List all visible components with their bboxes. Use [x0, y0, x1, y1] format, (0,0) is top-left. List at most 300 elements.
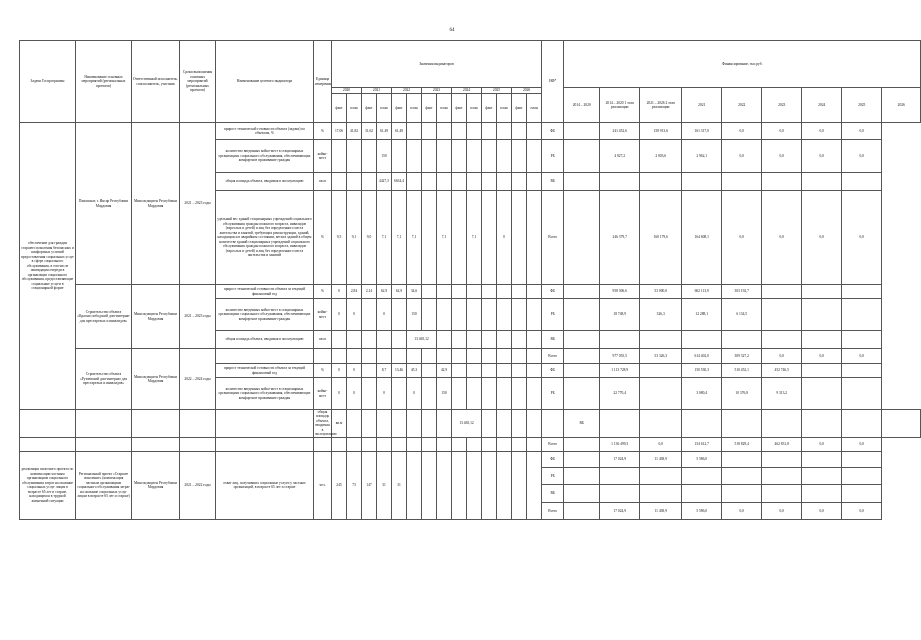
indicator-value — [482, 123, 497, 140]
empty-cell — [216, 410, 314, 438]
indicator-value — [527, 410, 542, 438]
sub-header: факт — [512, 94, 527, 123]
funding-value: 0,0 — [762, 502, 802, 519]
indicator-value — [332, 173, 347, 191]
funding-value: 0,0 — [802, 502, 842, 519]
funding-value: 164 608,1 — [682, 191, 722, 285]
funding-value — [564, 299, 600, 331]
indicator-value — [482, 410, 497, 438]
indicator-value — [467, 285, 482, 299]
funding-value — [802, 285, 842, 299]
indicator-value — [422, 364, 437, 378]
indicator-value — [422, 140, 437, 173]
indicator-name: количество введенных койко-мест в стационарных организациях социального обслуживания, обеспечивающих комфортное проживание граждан — [216, 378, 314, 410]
indicator-value: 9,5 — [332, 191, 347, 285]
indicator-value — [437, 410, 452, 438]
indicator-value — [452, 378, 467, 410]
term-cell: 2021 – 2023 годы — [180, 285, 216, 349]
funding-value: 12 288,1 — [682, 299, 722, 331]
funding-value — [640, 378, 682, 410]
indicator-value — [497, 285, 512, 299]
funding-value: 0,0 — [842, 191, 882, 285]
funding-value: 22 770,4 — [600, 378, 640, 410]
header-source: ИФ* — [542, 41, 564, 123]
indicator-value — [482, 299, 497, 331]
program-table — [19, 40, 921, 520]
indicator-value — [362, 410, 377, 438]
funding-value — [600, 173, 640, 191]
funding-year-header: 2026 — [882, 88, 921, 123]
indicator-unit: чел. — [314, 451, 332, 519]
funding-source: ФБ — [542, 123, 564, 140]
indicator-value — [527, 140, 542, 173]
indicator-value — [512, 123, 527, 140]
indicator-value — [482, 364, 497, 378]
funding-value — [802, 364, 842, 378]
funding-value — [564, 191, 600, 285]
indicator-name: общая площадь объекта, вводимая в эксплуатацию — [315, 410, 337, 437]
indicator-value — [467, 331, 482, 349]
event-cell: Пансионат, г. Инсар Республики Мордовия — [76, 123, 132, 285]
funding-value: 154 612,7 — [682, 437, 722, 451]
indicator-value: 0 — [377, 378, 392, 410]
funding-value: 0,0 — [640, 437, 682, 451]
funding-value: 452 746,5 — [762, 364, 802, 378]
funding-value: 0,0 — [762, 191, 802, 285]
indicator-value — [497, 451, 512, 519]
indicator-value — [437, 173, 452, 191]
table-row — [20, 123, 921, 140]
funding-value — [722, 410, 762, 438]
funding-source: ВБ — [564, 410, 600, 438]
funding-value — [802, 467, 842, 484]
indicator-value: 0 — [407, 378, 422, 410]
indicator-value — [497, 364, 512, 378]
table-row — [20, 437, 921, 451]
funding-value — [722, 484, 762, 502]
empty-cell — [180, 410, 216, 438]
indicator-value: 9,1 — [347, 191, 362, 285]
sub-header: факт — [332, 94, 347, 123]
indicator-value — [467, 451, 482, 519]
funding-value: 246 379,7 — [600, 191, 640, 285]
funding-source: ФБ — [542, 364, 564, 378]
funding-value: 0,0 — [842, 349, 882, 364]
funding-value — [600, 484, 640, 502]
funding-value — [564, 467, 600, 484]
indicator-value: 0 — [332, 299, 347, 331]
year-header: 2021 — [362, 88, 392, 94]
funding-value: 0,0 — [802, 140, 842, 173]
funding-value — [564, 502, 600, 519]
indicator-unit: % — [314, 364, 332, 378]
indicator-value — [467, 173, 482, 191]
indicator-value — [452, 364, 467, 378]
page-number: 64 — [449, 28, 455, 33]
funding-value: 0,0 — [842, 437, 882, 451]
indicator-value — [422, 191, 437, 285]
term-cell: 2022 – 2024 годы — [180, 349, 216, 410]
indicator-name: общая площадь объекта, вводимая в эксплуатацию — [216, 173, 314, 191]
funding-value: 0,0 — [802, 349, 842, 364]
funding-value: 958 306,6 — [600, 285, 640, 299]
indicator-value — [332, 140, 347, 173]
indicator-value: 13,46 — [392, 364, 407, 378]
empty-cell — [132, 410, 180, 438]
indicator-value: 7,1 — [407, 191, 422, 285]
funding-value — [722, 331, 762, 349]
indicator-value — [497, 378, 512, 410]
funding-value — [682, 173, 722, 191]
indicator-value: 0 — [332, 364, 347, 378]
indicator-value — [512, 410, 527, 438]
funding-year-header: 2022 — [722, 88, 762, 123]
funding-value — [842, 285, 882, 299]
indicator-value: 41,82 — [347, 123, 362, 140]
funding-value — [682, 467, 722, 484]
header-indicator-values: Значения индикаторов — [332, 41, 542, 88]
year-header: 2022 — [392, 88, 422, 94]
indicator-unit: койко-мест — [314, 299, 332, 331]
funding-value: 1 136 499,3 — [600, 437, 640, 451]
indicator-value: 17,06 — [332, 123, 347, 140]
indicator-value — [407, 173, 422, 191]
funding-value — [600, 331, 640, 349]
indicator-value — [482, 140, 497, 173]
funding-value — [842, 299, 882, 331]
funding-value: 2 962,1 — [682, 140, 722, 173]
indicator-value — [512, 299, 527, 331]
indicator-value — [422, 378, 437, 410]
indicator-value — [482, 378, 497, 410]
indicator-value: 4427,3 — [377, 173, 392, 191]
indicator-value — [452, 331, 467, 349]
funding-value — [564, 285, 600, 299]
indicator-value — [467, 123, 482, 140]
header-task: Задачи Госпрограммы — [20, 41, 76, 123]
funding-value: 4 927,2 — [600, 140, 640, 173]
funding-value: 977 055,5 — [600, 349, 640, 364]
funding-value: 510 452,1 — [722, 364, 762, 378]
indicator-value: 150 — [437, 378, 452, 410]
executor-cell: Минсоцзащиты Республики Мордовия — [132, 123, 180, 285]
funding-source: ВБ — [542, 484, 564, 502]
funding-value — [640, 331, 682, 349]
indicator-value — [422, 123, 437, 140]
funding-source: ВБ — [542, 331, 564, 349]
funding-value — [802, 299, 842, 331]
indicator-value — [497, 140, 512, 173]
funding-value — [842, 331, 882, 349]
indicator-value — [512, 191, 527, 285]
indicator-value: 31,62 — [362, 123, 377, 140]
indicator-value — [362, 140, 377, 173]
empty-cell — [20, 410, 76, 438]
sub-header: факт — [422, 94, 437, 123]
indicator-value — [512, 378, 527, 410]
indicator-name: прирост технической готовности объекта (задачи) по объектам, % — [216, 123, 314, 140]
task-cell: обеспечение для граждан старшего поколения безопасных и комфортных условий предоставления социальных услуг в сфере социального обслуживания, в том числе ликвидация очереди в организации социального обслуживания, предоставляющие социальные услуги в стационарной форме — [20, 123, 76, 410]
executor-cell: Минсоцзащиты Республики Мордовия — [132, 349, 180, 410]
funding-source: Всего — [542, 502, 564, 519]
funding-value: 0,0 — [842, 502, 882, 519]
indicator-value — [482, 285, 497, 299]
funding-value: 0,0 — [802, 191, 842, 285]
indicator-value — [527, 451, 542, 519]
indicator-value: 61,49 — [377, 123, 392, 140]
indicator-unit: кв.м — [314, 331, 332, 349]
indicator-value — [452, 451, 467, 519]
funding-value: 0,0 — [722, 140, 762, 173]
funding-source: ВБ — [542, 173, 564, 191]
indicator-value — [392, 140, 407, 173]
indicator-value: 31 — [392, 451, 407, 519]
sub-header: факт — [392, 94, 407, 123]
indicator-value: 62,9 — [392, 285, 407, 299]
funding-value: 5 586,0 — [682, 502, 722, 519]
sub-header: план — [497, 94, 512, 123]
indicator-value — [467, 140, 482, 173]
funding-value — [682, 410, 722, 438]
funding-value: 161 317,0 — [682, 123, 722, 140]
funding-value — [762, 285, 802, 299]
indicator-unit: койко-мест — [314, 378, 332, 410]
indicator-value — [497, 331, 512, 349]
indicator-value — [347, 173, 362, 191]
indicator-value: 31 — [377, 451, 392, 519]
indicator-value — [527, 123, 542, 140]
indicator-name: количество введенных койко-мест в стационарных организациях социального обслуживания, обеспечивающих комфортное проживание граждан — [216, 140, 314, 173]
sub-header: план — [407, 94, 422, 123]
indicator-value: 73 — [347, 451, 362, 519]
funding-source: РБ — [542, 467, 564, 484]
indicator-value: 7,1 — [377, 191, 392, 285]
funding-value: 303 192,7 — [722, 285, 762, 299]
indicator-value: 0 — [347, 364, 362, 378]
funding-value — [842, 451, 882, 467]
indicator-value — [407, 140, 422, 173]
funding-value: 53 326,3 — [640, 349, 682, 364]
indicator-value — [392, 410, 407, 438]
indicator-value — [467, 299, 482, 331]
indicator-value — [422, 451, 437, 519]
funding-value — [802, 484, 842, 502]
indicator-value — [452, 299, 467, 331]
indicator-value — [392, 331, 407, 349]
indicator-value — [527, 331, 542, 349]
funding-value — [802, 378, 842, 410]
indicator-unit: кв.м — [332, 410, 347, 438]
indicator-value — [452, 140, 467, 173]
funding-value: 0,0 — [802, 123, 842, 140]
indicator-value — [377, 410, 392, 438]
header-unit: Единица измерения — [314, 41, 332, 123]
indicator-value — [362, 173, 377, 191]
indicator-value — [407, 410, 422, 438]
indicator-value — [437, 285, 452, 299]
indicator-value: 61,49 — [392, 123, 407, 140]
funding-value: 614 402,0 — [682, 349, 722, 364]
indicator-value — [452, 191, 467, 285]
indicator-value — [422, 173, 437, 191]
indicator-value — [527, 364, 542, 378]
funding-value: 602 113,9 — [682, 285, 722, 299]
funding-value: 1 113 728,9 — [600, 364, 640, 378]
funding-value — [600, 467, 640, 484]
indicator-value: 0 — [332, 378, 347, 410]
funding-value — [842, 467, 882, 484]
funding-value: 462 831,8 — [762, 437, 802, 451]
funding-value — [802, 173, 842, 191]
indicator-value — [347, 331, 362, 349]
funding-value: 0,0 — [842, 140, 882, 173]
funding-value — [564, 140, 600, 173]
sub-header: план — [377, 94, 392, 123]
funding-value: 0,0 — [762, 123, 802, 140]
indicator-value — [527, 285, 542, 299]
funding-value: 0,0 — [722, 123, 762, 140]
indicator-value — [407, 451, 422, 519]
funding-value: 53 000,0 — [640, 285, 682, 299]
funding-source: РБ — [542, 378, 564, 410]
indicator-value — [362, 364, 377, 378]
indicator-unit: % — [314, 191, 332, 285]
year-header: 2025 — [482, 88, 512, 94]
indicator-value: 150 — [377, 140, 392, 173]
indicator-unit: кв.м — [314, 173, 332, 191]
indicator-unit: % — [314, 123, 332, 140]
indicator-value — [362, 378, 377, 410]
indicator-value — [512, 364, 527, 378]
indicator-value: 2,14 — [362, 285, 377, 299]
indicator-value — [527, 191, 542, 285]
indicator-value: 8,7 — [377, 364, 392, 378]
year-header: 2026 — [512, 88, 542, 94]
table-row — [20, 285, 921, 299]
indicator-value — [347, 140, 362, 173]
indicator-value: 7,1 — [467, 191, 482, 285]
indicator-value — [512, 285, 527, 299]
indicator-name: удельный вес зданий стационарных учреждений социального обслуживания граждан пожилого возраста, инвалидов (взрослых и детей) и лиц без определенного места жительства и занятий, требующих реконструкции, зданий, находящихся в аварийном состоянии, ветхих зданий в общем количестве зданий стационарных учреждений социального обслуживания граждан пожилого возраста, инвалидов (взрослых и детей) и лиц без определенного места жительства и занятий — [216, 191, 314, 285]
funding-value: 17 024,9 — [600, 502, 640, 519]
indicator-value: 2,84 — [347, 285, 362, 299]
indicator-name: прирост технической готовности объекта за текущий финансовый год — [216, 285, 314, 299]
funding-value — [842, 364, 882, 378]
indicator-value — [437, 123, 452, 140]
task-cell: реализация пилотного проекта по компенсации частным организациям социального обслуживания затрат на оказание социальных услуг лицам в возрасте 65 лет и старше, находящимся в трудной жизненной ситуации — [20, 451, 76, 519]
indicator-value — [437, 140, 452, 173]
indicator-value: 42,9 — [437, 364, 452, 378]
indicator-value: 13 465,12 — [452, 410, 482, 438]
indicator-value — [362, 299, 377, 331]
indicator-value: 13 465,12 — [407, 331, 437, 349]
funding-value — [842, 378, 882, 410]
executor-cell: Минсоцзащиты Республики Мордовия — [132, 451, 180, 519]
funding-value: 0,0 — [762, 140, 802, 173]
indicator-value — [527, 299, 542, 331]
empty-cell — [76, 410, 132, 438]
indicator-value — [512, 331, 527, 349]
funding-value — [842, 173, 882, 191]
indicator-value — [452, 173, 467, 191]
funding-value — [564, 451, 600, 467]
year-header: 2023 — [422, 88, 452, 94]
funding-value: 10 376,8 — [722, 378, 762, 410]
indicator-value — [497, 173, 512, 191]
indicator-value — [482, 173, 497, 191]
table-row — [20, 410, 921, 438]
indicator-value — [422, 285, 437, 299]
indicator-value — [497, 410, 512, 438]
funding-value: 5 586,0 — [682, 451, 722, 467]
funding-value: 3 080,4 — [682, 378, 722, 410]
funding-value — [600, 410, 640, 438]
funding-value — [564, 484, 600, 502]
funding-value — [722, 173, 762, 191]
sub-header: факт — [482, 94, 497, 123]
event-cell: Строительство объекта «Краснослободский дом-интернат для престарелых и инвалидов» — [76, 285, 132, 349]
indicator-value — [452, 285, 467, 299]
funding-value — [802, 331, 842, 349]
funding-source: РБ — [542, 299, 564, 331]
indicator-name: прирост технической готовности объекта за текущий финансовый год — [216, 364, 314, 378]
indicator-value — [467, 378, 482, 410]
funding-value — [640, 173, 682, 191]
indicator-value — [437, 331, 452, 349]
funding-value — [682, 331, 722, 349]
indicator-value: 0 — [377, 299, 392, 331]
funding-year-header: 2025 — [842, 88, 882, 123]
funding-value — [564, 349, 600, 364]
sub-header: план — [347, 94, 362, 123]
funding-value: 241 452,6 — [600, 123, 640, 140]
funding-value — [762, 484, 802, 502]
funding-value — [564, 437, 600, 451]
sub-header: факт — [362, 94, 377, 123]
indicator-value: 0 — [332, 285, 347, 299]
funding-value: 0,0 — [762, 349, 802, 364]
indicator-value: 0 — [347, 378, 362, 410]
funding-value — [564, 364, 600, 378]
funding-value — [640, 484, 682, 502]
funding-value — [762, 299, 802, 331]
sub-header: план — [527, 94, 542, 123]
sub-header: факт — [452, 94, 467, 123]
funding-value: 150 530,3 — [682, 364, 722, 378]
sub-header: план — [467, 94, 482, 123]
indicator-value — [452, 123, 467, 140]
header-term: Сроки выполнения основных мероприятий (региональных проектов) — [180, 41, 216, 123]
funding-value — [762, 173, 802, 191]
indicator-value: 147 — [362, 451, 377, 519]
funding-value: 6 134,5 — [722, 299, 762, 331]
funding-value — [802, 451, 842, 467]
indicator-unit: % — [314, 285, 332, 299]
event-cell: Региональный проект «Старшее поколение» (компенсация частным организациям социального обслуживания затрат на оказание социальных услуг лицам в возрасте 65 лет и старше) — [76, 451, 132, 519]
funding-year-header: 2024 — [802, 88, 842, 123]
funding-value: 17 024,9 — [600, 451, 640, 467]
funding-year-header: 2021 — [682, 88, 722, 123]
funding-value — [882, 410, 921, 438]
indicator-name: охват лиц, получивших социальные услуги у частных организаций, в возрасте 65 лет и старше — [216, 451, 314, 519]
funding-value — [802, 410, 842, 438]
indicator-value — [497, 299, 512, 331]
funding-value: 326,3 — [640, 299, 682, 331]
indicator-value: 62,9 — [377, 285, 392, 299]
header-executor: Ответственный исполнитель, соисполнитель, участник — [132, 41, 180, 123]
indicator-value — [497, 123, 512, 140]
empty-cell — [314, 349, 332, 364]
